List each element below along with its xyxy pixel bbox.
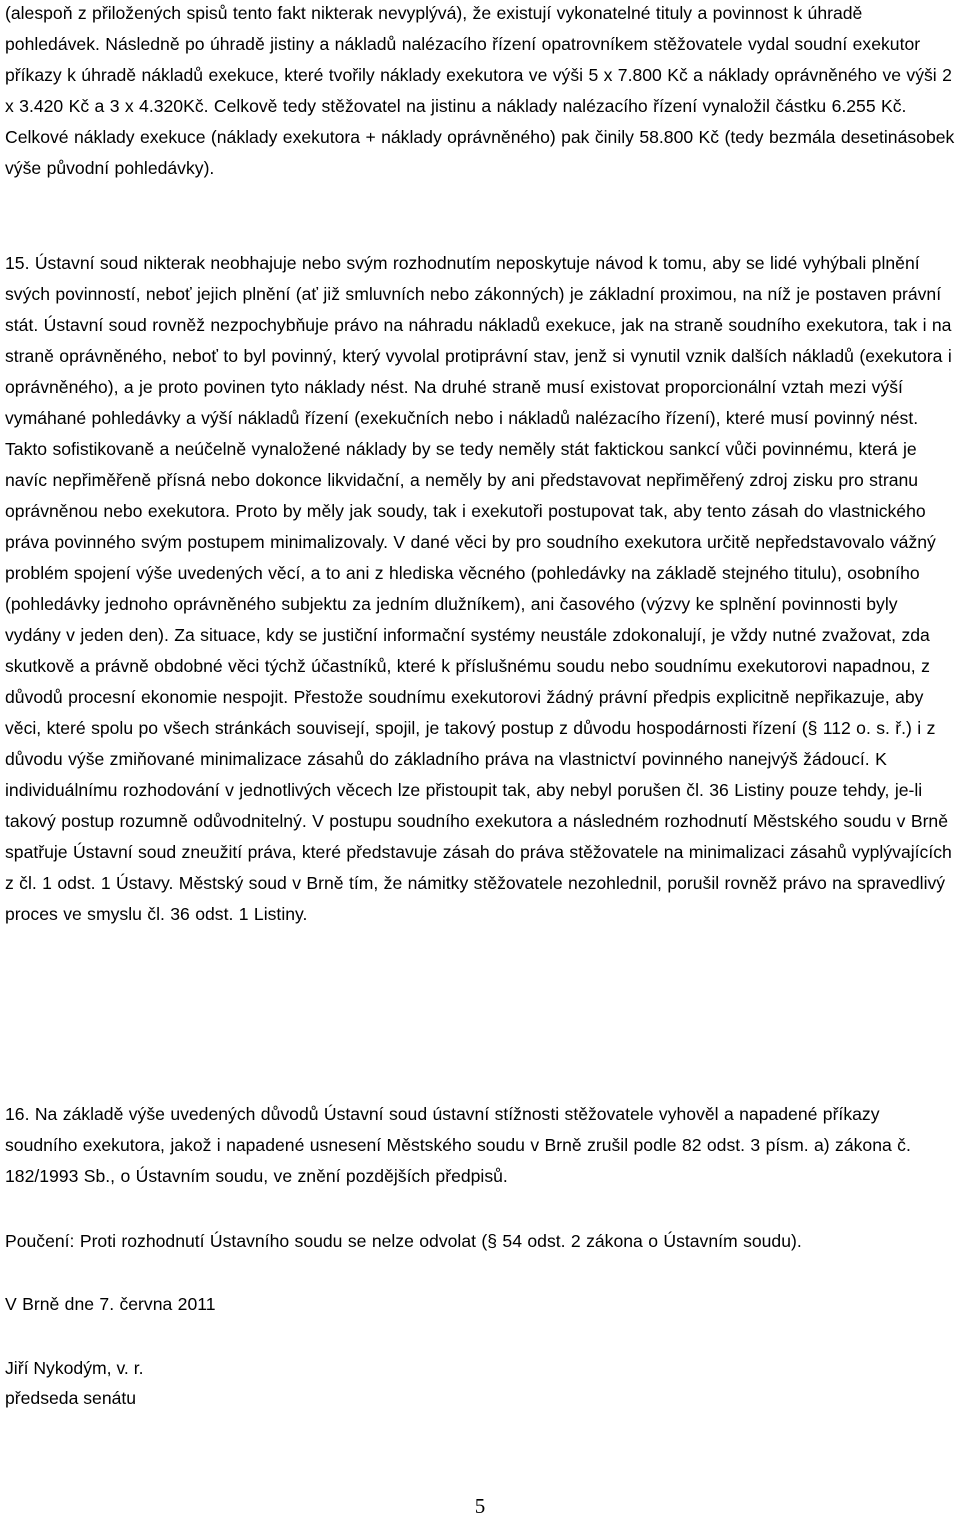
signatory-role: předseda senátu bbox=[5, 1388, 137, 1408]
instruction-note: Poučení: Proti rozhodnutí Ústavního soudu se nelze odvolat (§ 54 odst. 2 zákona o Ústavním soudu). bbox=[5, 1231, 802, 1251]
paragraph-16: 16. Na základě výše uvedených důvodů Ústavní soud ústavní stížnosti stěžovatele vyhověl a napadené příkazy soudního exekutora, jakož i napadené usnesení Městského soudu v Brně zrušil podle 82 odst. 3 písm. a) zákona č. 182/1993 Sb., o Ústavním soudu, ve znění pozdějších předpisů. bbox=[5, 1104, 911, 1186]
page-number: 5 bbox=[474, 1494, 486, 1518]
date-line: V Brně dne 7. června 2011 bbox=[5, 1294, 216, 1314]
intro-paragraph: (alespoň z přiložených spisů tento fakt nikterak nevyplývá), že existují vykonatelné tituly a povinnost k úhradě pohledávek. Následně po úhradě jistiny a nákladů nalézacího řízení opatrovníkem stěžovatele vydal soudní exekutor příkazy k úhradě nákladů exekuce, které tvořily náklady exekutora ve výši 5 x 7.800 Kč a náklady oprávněného ve výši 2 x 3.420 Kč a 3 x 4.320Kč. Celkově tedy stěžovatel na jistinu a náklady nalézacího řízení vynaložil částku 6.255 Kč. Celkové náklady exekuce (náklady exekutora + náklady oprávněného) pak činily 58.800 Kč (tedy bezmála desetinásobek výše původní pohledávky). bbox=[5, 3, 955, 178]
paragraph-15: 15. Ústavní soud nikterak neobhajuje nebo svým rozhodnutím neposkytuje návod k tomu, aby se lidé vyhýbali plnění svých povinností, neboť jejich plnění (ať již smluvních nebo zákonných) je základní proximou, na níž je postaven právní stát. Ústavní soud rovněž nezpochybňuje právo na náhradu nákladů exekuce, jak na straně soudního exekutora, tak i na straně oprávněného, neboť to byl povinný, který vyvolal protiprávní stav, jenž si vynutil vznik dalších nákladů (exekutora i oprávněného), a je proto povinen tyto náklady nést. Na druhé straně musí existovat proporcionální vztah mezi výší vymáhané pohledávky a výší nákladů řízení (exekučních nebo i nákladů nalézacího řízení), které musí povinný nést. Takto sofistikovaně a neúčelně vynaložené náklady by se tedy neměly stát faktickou sankcí vůči povinnému, která je navíc nepřiměřeně přísná nebo dokonce likvidační, a neměly by ani představovat nepřiměřený zdroj zisku pro stranu oprávněnou nebo exekutora. Proto by měly jak soudy, tak i exekutoři postupovat tak, aby tento zásah do vlastnického práva povinného svým postupem minimalizovaly. V dané věci by pro soudního exekutora určitě nepředstavovalo vážný problém spojení výše uvedených věcí, a to ani z hlediska věcného (pohledávky na základě stejného titulu), osobního (pohledávky jednoho oprávněného subjektu za jedním dlužníkem), ani časového (výzvy ke splnění povinnosti byly vydány v jeden den). Za situace, kdy se justiční informační systémy neustále zdokonalují, je vždy nutné zvažovat, zda skutkově a právně obdobné věci týchž účastníků, které k příslušnému soudu nebo soudnímu exekutorovi napadnou, z důvodů procesní ekonomie nespojit. Přestože soudnímu exekutorovi žádný právní předpis explicitně nepřikazuje, aby věci, které spolu po všech stránkách souvisejí, spojil, je takový postup z důvodu hospodárnosti řízení (§ 112 o. s. ř.) i z důvodu výše zmiňované minimalizace zásahů do základního práva na vlastnictví povinného nanejvýš žádoucí. K individuálnímu rozhodování v jednotlivých věcech lze přistoupit tak, aby nebyl porušen čl. 36 Listiny pouze tehdy, je-li takový postup rozumně odůvodnitelný. V postupu soudního exekutora a následném rozhodnutí Městského soudu v Brně spatřuje Ústavní soud zneužití práva, které představuje zásah do práva stěžovatele na minimalizaci zásahů vyplývajících z čl. 1 odst. 1 Ústavy. Městský soud v Brně tím, že námitky stěžovatele nezohlednil, porušil rovněž právo na spravedlivý proces ve smyslu čl. 36 odst. 1 Listiny. bbox=[5, 253, 952, 924]
signatory-name: Jiří Nykodým, v. r. bbox=[5, 1358, 144, 1378]
signature-block bbox=[5, 1353, 957, 1413]
